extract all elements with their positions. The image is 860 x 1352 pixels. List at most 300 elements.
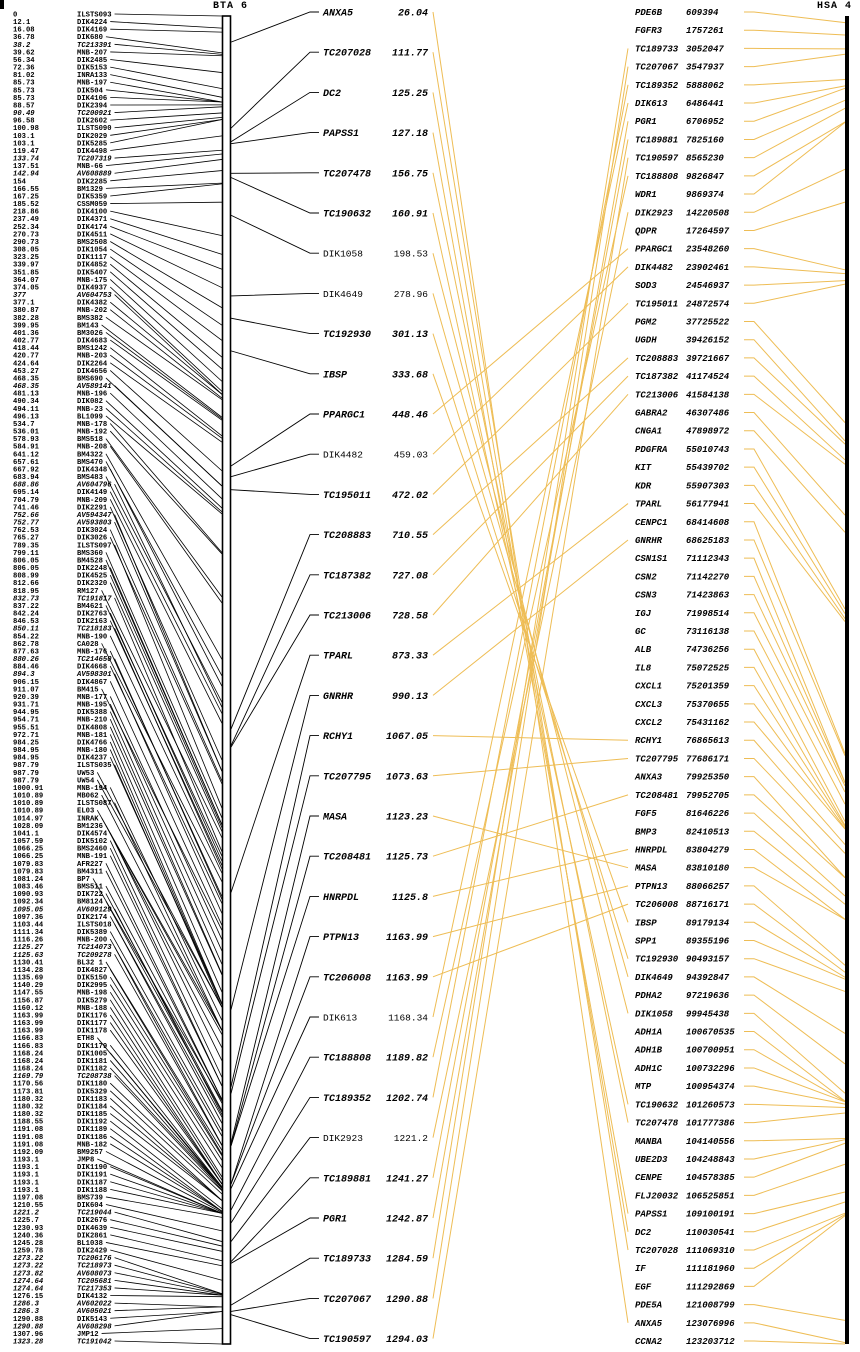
hsa4-gene-name: IBSP — [635, 918, 657, 929]
gene-leader-line — [231, 293, 319, 296]
marker-position: 468.35 — [13, 375, 39, 384]
marker-name: DIK1184 — [77, 1103, 108, 1112]
marker-position: 641.12 — [13, 451, 39, 460]
hsa4-gene-bp: 74736256 — [686, 645, 730, 656]
hsa4-gene-row — [635, 718, 730, 728]
hsa4-gene-name: TC207028 — [635, 1246, 679, 1257]
marker-position: 1095.05 — [13, 906, 44, 915]
hsa4-gene-name: SPP1 — [635, 936, 657, 947]
hsa4-leader-line — [744, 30, 845, 35]
hsa4-gene-name: TC207478 — [635, 1118, 679, 1129]
marker-name: MNB-210 — [77, 716, 108, 725]
bta6-gene-row — [323, 1335, 428, 1346]
hsa4-gene-row — [635, 135, 724, 145]
hsa4-gene-bp: 23902461 — [686, 262, 730, 273]
marker-name: TC208738 — [77, 1073, 112, 1082]
marker-name: BMS1242 — [77, 345, 108, 354]
hsa4-gene-bp: 47898972 — [686, 426, 730, 437]
hsa4-gene-name: TC208481 — [635, 790, 679, 801]
hsa4-gene-row — [635, 44, 724, 54]
hsa4-gene-row — [635, 572, 730, 582]
marker-position: 1010.89 — [13, 800, 44, 809]
hsa4-gene-name: DIK2923 — [635, 208, 673, 219]
hsa4-gene-name: ADH1A — [635, 1027, 663, 1038]
corner-mark — [0, 0, 4, 9]
marker-name: MNB-23 — [77, 405, 103, 414]
marker-position: 894.3 — [13, 671, 35, 680]
hsa4-gene-name: CXCL3 — [635, 699, 663, 710]
hsa4-gene-name: HNRPDL — [635, 845, 668, 856]
bta6-gene-row — [323, 1174, 429, 1185]
bta6-gene-name: TC190597 — [323, 1335, 372, 1347]
marker-position: 799.11 — [13, 549, 39, 558]
bta6-gene-name: DIK4482 — [323, 449, 363, 461]
hsa4-gene-name: GC — [635, 627, 646, 638]
marker-position: 1180.32 — [13, 1103, 44, 1112]
marker-map-line — [115, 598, 222, 852]
hsa4-gene-name: TC206008 — [635, 900, 679, 911]
marker-position: 1273.22 — [13, 1262, 44, 1271]
marker-name: ILSTS097 — [77, 542, 112, 551]
hsa4-gene-bp: 76865613 — [686, 736, 730, 747]
marker-name: JMP8 — [77, 1156, 95, 1165]
bta6-gene-name: TC187382 — [323, 571, 372, 583]
homology-line — [433, 736, 628, 741]
marker-position: 1191.08 — [13, 1126, 44, 1135]
marker-position: 167.25 — [13, 193, 39, 202]
marker-map-line — [110, 348, 222, 436]
bta6-gene-row — [323, 692, 428, 703]
marker-position: 683.94 — [13, 474, 39, 483]
marker-map-line — [110, 1296, 222, 1297]
hsa4-leader-line — [744, 1305, 845, 1321]
marker-name: DIK1190 — [77, 1164, 108, 1173]
marker-name: AV605021 — [77, 1308, 112, 1317]
marker-position: 1274.64 — [13, 1285, 44, 1294]
bta6-gene-position: 127.18 — [391, 129, 428, 141]
hsa4-gene-bp: 77686171 — [686, 754, 730, 765]
marker-name: DIK1182 — [77, 1065, 108, 1074]
hsa4-gene-row — [635, 700, 730, 710]
marker-name: MNB-192 — [77, 428, 108, 437]
marker-position: 90.49 — [13, 110, 35, 119]
hsa4-leader-line — [744, 1032, 845, 1102]
hsa4-leader-line — [744, 322, 845, 423]
hsa4-gene-name: PDHA2 — [635, 991, 663, 1002]
hsa4-gene-row — [635, 172, 724, 182]
hsa4-gene-row — [635, 809, 730, 819]
marker-position: 1221.2 — [13, 1209, 39, 1218]
hsa4-gene-row — [635, 1246, 735, 1256]
marker-name: DIK1187 — [77, 1179, 108, 1188]
hsa4-gene-bp: 39426152 — [686, 335, 730, 346]
marker-position: 1041.1 — [13, 830, 39, 839]
hsa4-gene-bp: 110030541 — [686, 1227, 735, 1238]
hsa4-gene-bp: 104578385 — [686, 1173, 735, 1184]
marker-position: 1193.1 — [13, 1164, 39, 1173]
marker-position: 1193.1 — [13, 1156, 39, 1165]
marker-name: AV598301 — [77, 671, 112, 680]
hsa4-gene-name: ANXA5 — [635, 1318, 663, 1329]
hsa4-gene-name: PGM2 — [635, 317, 657, 328]
hsa4-gene-bp: 104248843 — [686, 1154, 735, 1165]
marker-name: BMS739 — [77, 1194, 103, 1203]
marker-name: DIK1183 — [77, 1095, 108, 1104]
marker-name: BL1038 — [77, 1239, 103, 1248]
marker-position: 1197.08 — [13, 1194, 44, 1203]
marker-position: 695.14 — [13, 489, 39, 498]
marker-name: DIK3024 — [77, 527, 108, 536]
marker-name: DIK1188 — [77, 1186, 108, 1195]
marker-position: 339.97 — [13, 261, 39, 270]
marker-name: DIK5150 — [77, 974, 108, 983]
hsa4-gene-bp: 41584138 — [686, 390, 730, 401]
hsa4-gene-row — [635, 1337, 735, 1347]
hsa4-gene-row — [634, 1064, 735, 1074]
marker-position: 81.02 — [13, 72, 35, 81]
hsa4-gene-row — [634, 645, 730, 655]
hsa4-gene-bp: 68625183 — [686, 535, 730, 546]
bta6-chromosome-bar — [223, 16, 231, 1344]
marker-position: 1125.27 — [13, 944, 44, 953]
marker-name: MNB-181 — [77, 731, 108, 740]
bta6-gene-position: 333.68 — [391, 370, 428, 382]
hsa4-gene-bp: 94392847 — [686, 972, 730, 983]
bta6-gene-row — [323, 571, 428, 582]
marker-name: DIK4174 — [77, 223, 108, 232]
hsa4-gene-bp: 97219636 — [686, 991, 730, 1002]
marker-position: 424.64 — [13, 360, 39, 369]
bta6-gene-row — [323, 169, 428, 180]
hsa4-gene-row — [635, 845, 730, 855]
hsa4-gene-bp: 6486441 — [686, 99, 724, 110]
marker-name: MNB-180 — [77, 747, 108, 756]
marker-position: 1193.1 — [13, 1171, 39, 1180]
hsa4-gene-row — [635, 390, 730, 400]
hsa4-gene-name: DIK4482 — [635, 262, 673, 273]
hsa4-gene-bp: 55010743 — [686, 444, 730, 455]
hsa4-gene-bp: 81646226 — [686, 809, 730, 820]
marker-position: 1140.29 — [13, 982, 44, 991]
hsa4-gene-row — [635, 245, 730, 255]
marker-map-line — [110, 211, 222, 235]
hsa4-gene-row — [635, 154, 724, 164]
marker-map-line — [115, 150, 222, 158]
marker-name: TC209278 — [77, 951, 112, 960]
marker-name: DIK4169 — [77, 26, 108, 35]
hsa4-leader-line — [744, 686, 845, 827]
marker-name: DIK5407 — [77, 269, 108, 278]
marker-name: DIK1180 — [77, 1080, 108, 1089]
hsa4-gene-name: QDPR — [635, 226, 657, 237]
marker-position: 1010.89 — [13, 792, 44, 801]
marker-name: BL32 1 — [77, 959, 103, 968]
marker-position: 1103.44 — [13, 921, 44, 930]
bta6-gene-position: 278.96 — [393, 288, 428, 300]
marker-position: 490.34 — [13, 398, 39, 407]
marker-position: 0 — [13, 11, 18, 20]
hsa4-gene-name: DIK1058 — [635, 1009, 673, 1020]
bta6-gene-name: TC188808 — [323, 1053, 372, 1065]
marker-name: DIK604 — [77, 1202, 103, 1211]
hsa4-gene-row — [635, 1282, 735, 1292]
marker-position: 884.46 — [13, 663, 39, 672]
marker-map-line — [115, 107, 222, 113]
hsa4-leader-line — [744, 79, 845, 84]
hsa4-gene-row — [635, 554, 730, 564]
marker-name: DIK4852 — [77, 261, 108, 270]
hsa4-gene-bp: 100700951 — [686, 1045, 735, 1056]
marker-name: BMS2460 — [77, 845, 108, 854]
marker-name: DIK4808 — [77, 724, 108, 733]
marker-position: 270.73 — [13, 231, 39, 240]
hsa4-gene-bp: 3547937 — [686, 62, 724, 73]
marker-name: TC205681 — [77, 1277, 112, 1286]
marker-name: MNB-190 — [77, 633, 108, 642]
marker-map-line — [102, 795, 222, 1030]
marker-name: DIK1186 — [77, 1133, 108, 1142]
hsa4-gene-name: TC188808 — [635, 171, 679, 182]
marker-map-line — [110, 136, 222, 151]
hsa4-leader-line — [744, 249, 845, 270]
marker-map-line — [110, 613, 222, 861]
marker-map-line — [110, 272, 222, 369]
bta6-gene-name: PGR1 — [323, 1214, 348, 1226]
marker-map-line — [110, 97, 222, 102]
marker-name: DIK4574 — [77, 830, 108, 839]
marker-position: 323.25 — [13, 254, 39, 263]
hsa4-gene-name: UBE2D3 — [635, 1154, 668, 1165]
hsa4-leader-line — [744, 54, 845, 66]
marker-position: 1134.28 — [13, 966, 44, 975]
hsa4-gene-bp: 39721667 — [686, 353, 730, 364]
marker-position: 1116.26 — [13, 936, 44, 945]
hsa4-leader-line — [744, 1143, 845, 1177]
marker-map-line — [115, 1341, 222, 1344]
hsa4-gene-name: ADH1B — [635, 1045, 663, 1056]
marker-position: 88.57 — [13, 102, 35, 111]
homology-line — [433, 293, 628, 977]
bta6-gene-name: ANXA5 — [323, 8, 354, 20]
hsa4-leader-line — [744, 169, 845, 212]
hsa4-gene-bp: 6706952 — [686, 117, 724, 128]
marker-position: 1163.99 — [13, 1012, 44, 1021]
hsa4-gene-row — [635, 518, 730, 528]
marker-name: MNB-209 — [77, 496, 108, 505]
hsa4-leader-line — [744, 267, 845, 274]
marker-map-line — [110, 171, 222, 181]
gene-leader-line — [231, 575, 319, 746]
hsa4-gene-name: TC187382 — [635, 372, 679, 383]
marker-name: MNB-188 — [77, 1004, 108, 1013]
hsa4-gene-row — [634, 1137, 735, 1147]
bta6-gene-name: TC189352 — [323, 1093, 372, 1105]
marker-position: 166.55 — [13, 185, 39, 194]
marker-position: 1273.22 — [13, 1255, 44, 1264]
bta6-gene-name: DIK4649 — [323, 288, 363, 300]
marker-name: BM4621 — [77, 602, 103, 611]
marker-position: 382.28 — [13, 314, 39, 323]
marker-name: DIK082 — [77, 398, 103, 407]
gene-leader-line — [231, 351, 319, 374]
marker-position: 252.34 — [13, 223, 39, 232]
marker-position: 741.46 — [13, 504, 39, 513]
hsa4-gene-bp: 75201359 — [686, 681, 730, 692]
marker-name: DIK5285 — [77, 140, 108, 149]
bta6-gene-position: 1294.03 — [385, 1335, 428, 1347]
hsa4-gene-name: DIK613 — [635, 99, 668, 110]
marker-map-line — [106, 408, 222, 512]
marker-map-line — [115, 514, 222, 771]
marker-name: BM415 — [77, 686, 99, 695]
hsa4-leader-line — [744, 1086, 845, 1104]
gene-leader-line — [231, 133, 319, 144]
gene-leader-line — [231, 173, 319, 174]
marker-name: TC206176 — [77, 1255, 112, 1264]
marker-map-line — [115, 1288, 222, 1295]
bta6-gene-name: TC189881 — [323, 1174, 372, 1186]
gene-leader-line — [231, 318, 319, 333]
hsa4-gene-name: IF — [635, 1264, 646, 1275]
marker-name: DIK4683 — [77, 337, 108, 346]
marker-position: 96.58 — [13, 117, 35, 126]
marker-position: 752.66 — [13, 511, 39, 520]
hsa4-gene-name: DIK4649 — [635, 972, 673, 983]
marker-position: 972.71 — [13, 731, 39, 740]
marker-position: 984.95 — [13, 747, 39, 756]
hsa4-gene-bp: 9826847 — [686, 171, 724, 182]
marker-name: BM143 — [77, 322, 99, 331]
hsa4-gene-row — [634, 864, 730, 874]
marker-position: 1180.32 — [13, 1095, 44, 1104]
marker-position: 846.53 — [13, 618, 39, 627]
marker-name: BMS690 — [77, 375, 103, 384]
hsa4-gene-row — [635, 937, 730, 947]
marker-name: BM1329 — [77, 185, 103, 194]
bta6-gene-position: 1241.27 — [385, 1174, 428, 1186]
hsa4-gene-bp: 1757261 — [686, 26, 724, 37]
marker-position: 1286.3 — [13, 1300, 39, 1309]
homology-line — [433, 358, 628, 535]
bta6-gene-name: DIK2923 — [323, 1133, 363, 1145]
hsa4-gene-row — [635, 682, 730, 692]
hsa4-leader-line — [744, 995, 845, 1064]
marker-position: 185.52 — [13, 201, 39, 210]
hsa4-leader-line — [744, 540, 845, 756]
marker-position: 468.35 — [13, 383, 39, 392]
marker-name: MNB-176 — [77, 648, 108, 657]
marker-map-line — [106, 871, 222, 1100]
marker-position: 1163.99 — [13, 1020, 44, 1029]
bta6-marker-row — [13, 1339, 112, 1347]
hsa4-leader-line — [744, 868, 845, 920]
marker-name: DIK2264 — [77, 360, 108, 369]
marker-position: 789.35 — [13, 542, 39, 551]
bta6-marker-lines — [93, 14, 222, 1344]
gene-leader-line — [231, 896, 319, 1145]
marker-name: BM4528 — [77, 557, 103, 566]
marker-map-line — [115, 545, 222, 808]
marker-position: 85.73 — [13, 79, 35, 88]
bta6-gene-name: TC208481 — [323, 852, 372, 864]
hsa4-gene-bp: 3052047 — [686, 44, 724, 55]
marker-name: TC191817 — [77, 595, 112, 604]
bta6-gene-name: DIK1058 — [323, 248, 363, 260]
hsa4-leader-line — [744, 704, 845, 829]
marker-position: 1125.63 — [13, 951, 44, 960]
hsa4-gene-name: CSN2 — [635, 572, 657, 583]
marker-name: DIK2285 — [77, 178, 108, 187]
marker-position: 911.07 — [13, 686, 39, 695]
hsa4-gene-row — [634, 1046, 735, 1056]
marker-name: DIK4371 — [77, 216, 108, 225]
hsa4-gene-name: CENPE — [635, 1173, 663, 1184]
hsa4-gene-name: TC192930 — [635, 954, 679, 965]
hsa4-gene-name: KDR — [635, 481, 652, 492]
gene-leader-line — [231, 177, 319, 213]
gene-leader-line — [231, 816, 319, 1143]
hsa4-gene-bp: 55439702 — [686, 463, 730, 474]
hsa4-gene-bp: 23548260 — [686, 244, 730, 255]
marker-name: DIK1181 — [77, 1057, 108, 1066]
marker-map-line — [115, 1307, 222, 1311]
bta6-gene-row — [323, 370, 428, 381]
marker-name: DIK1192 — [77, 1118, 108, 1127]
homology-line — [433, 758, 628, 775]
bta6-gene-position: 728.58 — [391, 611, 428, 623]
marker-position: 1225.7 — [13, 1217, 39, 1226]
hsa4-gene-name: TC213006 — [635, 390, 679, 401]
marker-map-line — [110, 264, 222, 357]
hsa4-leader-line — [744, 1214, 845, 1268]
marker-name: AV594347 — [77, 511, 112, 520]
marker-name: RM127 — [77, 587, 99, 596]
marker-name: ETH8 — [77, 1035, 95, 1044]
marker-position: 103.1 — [13, 132, 35, 141]
marker-name: BM4311 — [77, 868, 103, 877]
hsa4-leader-line — [744, 1164, 845, 1195]
marker-position: 1191.08 — [13, 1141, 44, 1150]
homology-line — [433, 212, 628, 1137]
marker-name: BMS518 — [77, 436, 103, 445]
marker-name: DIK4348 — [77, 466, 108, 475]
marker-name: ILSTS018 — [77, 921, 112, 930]
marker-map-line — [110, 856, 222, 1086]
hsa4-gene-name: WDR1 — [635, 190, 657, 201]
marker-position: 1083.46 — [13, 883, 44, 892]
hsa4-gene-row — [635, 409, 730, 419]
marker-position: 137.51 — [13, 163, 39, 172]
hsa4-gene-row — [635, 1210, 735, 1220]
homology-line — [433, 795, 628, 856]
hsa4-leader-line — [744, 613, 845, 792]
bta6-gene-name: TC195011 — [323, 490, 372, 502]
hsa4-gene-bp: 71998514 — [686, 608, 730, 619]
marker-position: 494.11 — [13, 405, 39, 414]
bta6-gene-position: 125.25 — [391, 88, 428, 100]
marker-name: DIK4237 — [77, 754, 108, 763]
marker-position: 399.95 — [13, 322, 39, 331]
marker-position: 954.71 — [13, 716, 39, 725]
hsa4-gene-row — [635, 1301, 735, 1311]
marker-position: 1111.34 — [13, 929, 44, 938]
bta6-gene-row — [323, 1295, 428, 1306]
hsa4-leader-line — [744, 1139, 845, 1141]
hsa4-gene-row — [635, 190, 724, 200]
hsa4-gene-bp: 75431162 — [686, 718, 730, 729]
marker-position: 920.39 — [13, 693, 39, 702]
marker-name: DIK1179 — [77, 1042, 108, 1051]
